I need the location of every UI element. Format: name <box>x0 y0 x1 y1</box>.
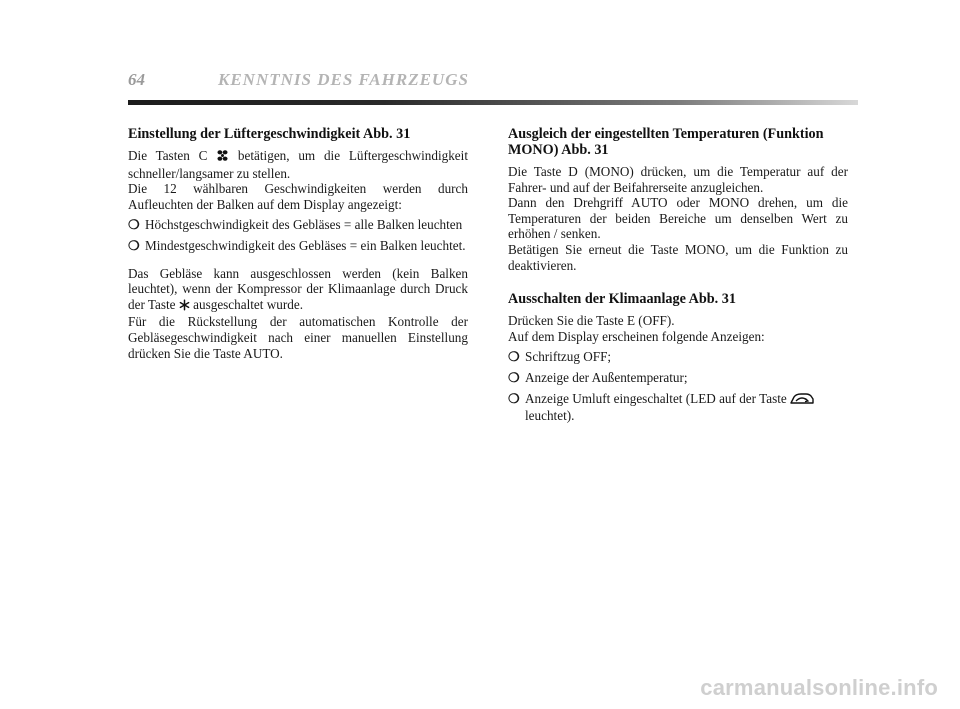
list-item-text: Schriftzug OFF; <box>525 349 612 365</box>
list-item <box>508 391 848 424</box>
paragraph-display-info: Auf dem Display erscheinen folgende Anzeigen: <box>508 328 765 344</box>
watermark: carmanualsonline.info <box>700 675 938 700</box>
bullet-icon: ❍ <box>508 349 520 365</box>
paragraph-fan-off <box>128 266 468 315</box>
list-item-text: Anzeige der Außentemperatur; <box>525 369 688 385</box>
recirculation-icon <box>790 392 814 409</box>
list-item <box>508 349 848 365</box>
list-item <box>128 238 468 254</box>
list-item <box>508 370 848 386</box>
text-fragment: betätigen, um die Lüftergeschwindigkeit schneller/langsamer zu stellen. <box>128 148 468 181</box>
bullet-icon: ❍ <box>128 217 140 233</box>
list-item <box>128 217 468 233</box>
list-item-text: Höchstgeschwindigkeit des Gebläses = alle Balken leuchten <box>145 217 463 233</box>
bullet-icon: ❍ <box>508 390 520 406</box>
bullet-icon: ❍ <box>128 237 140 253</box>
section-heading-mono: Ausgleich der eingestellten Temperaturen (Funktion MONO) Abb. 31 <box>508 126 824 158</box>
paragraph-mono-off: Betätigen Sie erneut die Taste MONO, um die Funktion zu deaktivieren. <box>508 241 848 273</box>
paragraph-mono-knob: Dann den Drehgriff AUTO oder MONO drehen, um die Temperaturen der beiden Bereiche um denselben Wert zu erhöhen / senken. <box>508 195 848 242</box>
header-rule <box>128 100 858 105</box>
left-column <box>128 126 468 361</box>
right-column <box>508 126 848 429</box>
bullet-list-fan <box>128 217 468 253</box>
text-fragment: Die Tasten C <box>128 148 217 163</box>
list-item-text: leuchtet). <box>525 408 575 424</box>
page-number: 64 <box>128 70 145 89</box>
paragraph-speed-levels: Die 12 wählbaren Geschwindigkeiten werden durch Aufleuchten der Balken auf dem Display angezeigt: <box>128 181 468 212</box>
fan-icon <box>216 149 229 166</box>
text-fragment: Das Gebläse kann ausgeschlossen werden (kein Balken leuchtet), wenn der Kompressor der Klimaanlage durch Druck der Taste <box>128 265 468 312</box>
paragraph-fan-buttons <box>128 148 468 181</box>
list-item-text: Mindestgeschwindigkeit des Gebläses = ein Balken leuchtet. <box>145 237 466 253</box>
list-item-text: Anzeige Umluft eingeschaltet (LED auf der Taste <box>525 390 791 406</box>
section-heading-ac-off: Ausschalten der Klimaanlage Abb. 31 <box>508 291 736 308</box>
section-heading-fan-speed: Einstellung der Lüftergeschwindigkeit Abb. 31 <box>128 126 411 142</box>
running-head: KENNTNIS DES FAHRZEUGS <box>218 70 469 89</box>
paragraph-mono-button: Die Taste D (MONO) drücken, um die Temperatur auf der Fahrer- und auf der Beifahrerseite anzugleichen. <box>508 164 848 195</box>
text-fragment: ausgeschaltet wurde. <box>189 296 303 312</box>
snowflake-icon <box>179 299 190 315</box>
paragraph-off-button: Drücken Sie die Taste E (OFF). <box>508 313 675 329</box>
bullet-icon: ❍ <box>508 369 520 385</box>
paragraph-auto-reset: Für die Rückstellung der automatischen Kontrolle der Gebläsegeschwindigkeit nach einer manuellen Einstellung drücken Sie die Taste AUTO. <box>128 314 468 361</box>
bullet-list-ac-off <box>508 349 848 423</box>
